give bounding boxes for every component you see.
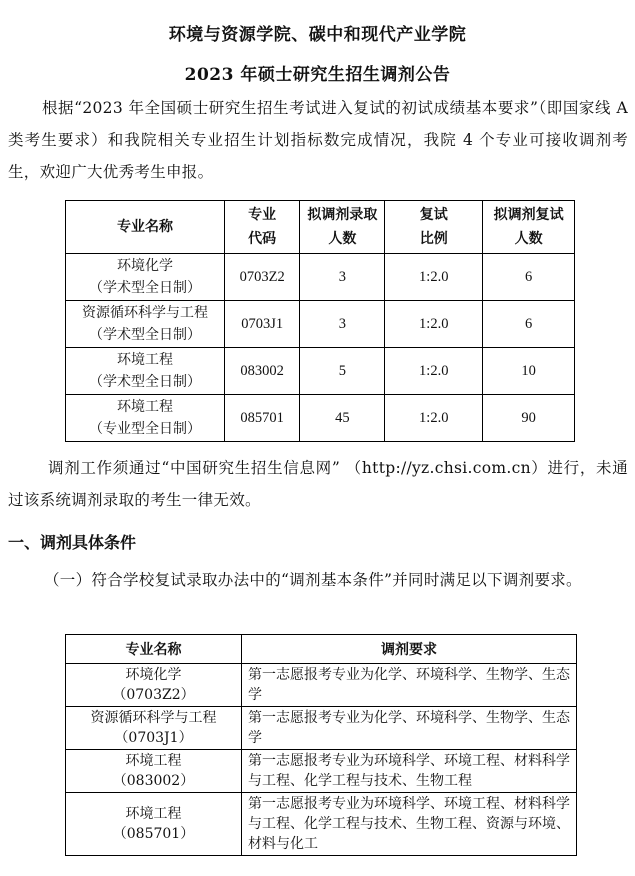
major-type: （学术型全日制） [88, 327, 201, 343]
header-admit-count [300, 201, 385, 254]
quota-table-header [66, 201, 575, 254]
table-row [66, 395, 575, 442]
ratio-cell: 1:2.0 [385, 395, 483, 442]
ratio-cell: 1:2.0 [385, 301, 483, 348]
requirement-cell: 第一志愿报考专业为环境科学、环境工程、材料科学与工程、化学工程与技术、生物工程 [242, 750, 577, 793]
table-row [66, 301, 575, 348]
major-name-cell [66, 348, 225, 395]
admit-count-cell: 5 [300, 348, 385, 395]
header-text: 拟调剂复试 [493, 207, 564, 223]
admit-count-cell: 45 [300, 395, 385, 442]
requirement-cell: 第一志愿报考专业为化学、环境科学、生物学、生态学 [242, 664, 577, 707]
header-text: 专业 [248, 207, 277, 223]
header-text: 拟调剂录取 [307, 207, 378, 223]
major-name-cell [66, 395, 225, 442]
requirements-table-header [66, 635, 577, 664]
table-row [66, 254, 575, 301]
table-row [66, 793, 577, 856]
major-type: （学术型全日制） [88, 374, 201, 390]
major-code-cell: 0703Z2 [224, 254, 300, 301]
header-text: 代码 [248, 231, 277, 247]
major-code: （085701） [112, 826, 195, 842]
retest-count-cell: 10 [483, 348, 575, 395]
retest-count-cell: 90 [483, 395, 575, 442]
major-type: （学术型全日制） [88, 280, 201, 296]
major-code-cell: 085701 [224, 395, 300, 442]
header-retest-count [483, 201, 575, 254]
major-code-cell: 0703J1 [224, 301, 300, 348]
major-name: 环境工程 [116, 352, 173, 368]
major-type: （专业型全日制） [88, 421, 201, 437]
table-row [66, 707, 577, 750]
major-code-cell: 083002 [224, 348, 300, 395]
intro-paragraph: 根据“2023 年全国硕士研究生招生考试进入复试的初试成绩基本要求”（即国家线 A 类考生要求）和我院相关专业招生计划指标数完成情况，我院 4 个专业可接收调剂考生，欢迎广大优秀考生申报。 [8, 99, 628, 181]
major-name: 环境化学 [116, 258, 173, 274]
header-text: 比例 [419, 231, 448, 247]
major-cell [66, 707, 242, 750]
admit-count-cell: 3 [300, 301, 385, 348]
major-code: （0703J1） [114, 730, 193, 746]
header-text: 人数 [328, 231, 357, 247]
retest-count-cell: 6 [483, 254, 575, 301]
requirement-cell: 第一志愿报考专业为环境科学、环境工程、材料科学与工程、化学工程与技术、生物工程、资源与环境、材料与化工 [242, 793, 577, 856]
major-cell [66, 664, 242, 707]
table-row [66, 348, 575, 395]
table-row [66, 750, 577, 793]
major-code: （0703Z2） [112, 687, 195, 703]
major-name: 环境工程 [125, 753, 182, 769]
requirement-cell: 第一志愿报考专业为化学、环境科学、生物学、生态学 [242, 707, 577, 750]
ratio-cell: 1:2.0 [385, 348, 483, 395]
section-heading: 一、调剂具体条件 [8, 533, 137, 552]
announcement-title: 2023 年硕士研究生招生调剂公告 [184, 65, 451, 85]
quota-table [65, 200, 575, 442]
major-name: 环境化学 [125, 667, 182, 683]
major-cell [66, 750, 242, 793]
condition-paragraph: （一）符合学校复试录取办法中的“调剂基本条件”并同时满足以下调剂要求。 [44, 571, 582, 589]
header-text: 复试 [419, 207, 448, 223]
retest-count-cell: 6 [483, 301, 575, 348]
college-title: 环境与资源学院、碳中和现代产业学院 [168, 25, 467, 45]
major-name: 环境工程 [125, 806, 182, 822]
header-major-code [224, 201, 300, 254]
requirements-table [65, 634, 577, 856]
header-text: 人数 [514, 231, 543, 247]
major-code: （083002） [112, 773, 195, 789]
major-name: 资源循环科学与工程 [90, 710, 217, 726]
major-cell [66, 793, 242, 856]
ratio-cell: 1:2.0 [385, 254, 483, 301]
major-name-cell [66, 301, 225, 348]
header-requirement: 调剂要求 [242, 635, 577, 664]
header-retest-ratio [385, 201, 483, 254]
admit-count-cell: 3 [300, 254, 385, 301]
major-name: 资源循环科学与工程 [81, 305, 208, 321]
header-major-name: 专业名称 [66, 201, 225, 254]
notice-paragraph: 调剂工作须通过“中国研究生招生信息网” （http://yz.chsi.com.cn）进行，未通过该系统调剂录取的考生一律无效。 [8, 459, 628, 509]
major-name: 环境工程 [116, 399, 173, 415]
table-row [66, 664, 577, 707]
header-major-name: 专业名称 [66, 635, 242, 664]
major-name-cell [66, 254, 225, 301]
